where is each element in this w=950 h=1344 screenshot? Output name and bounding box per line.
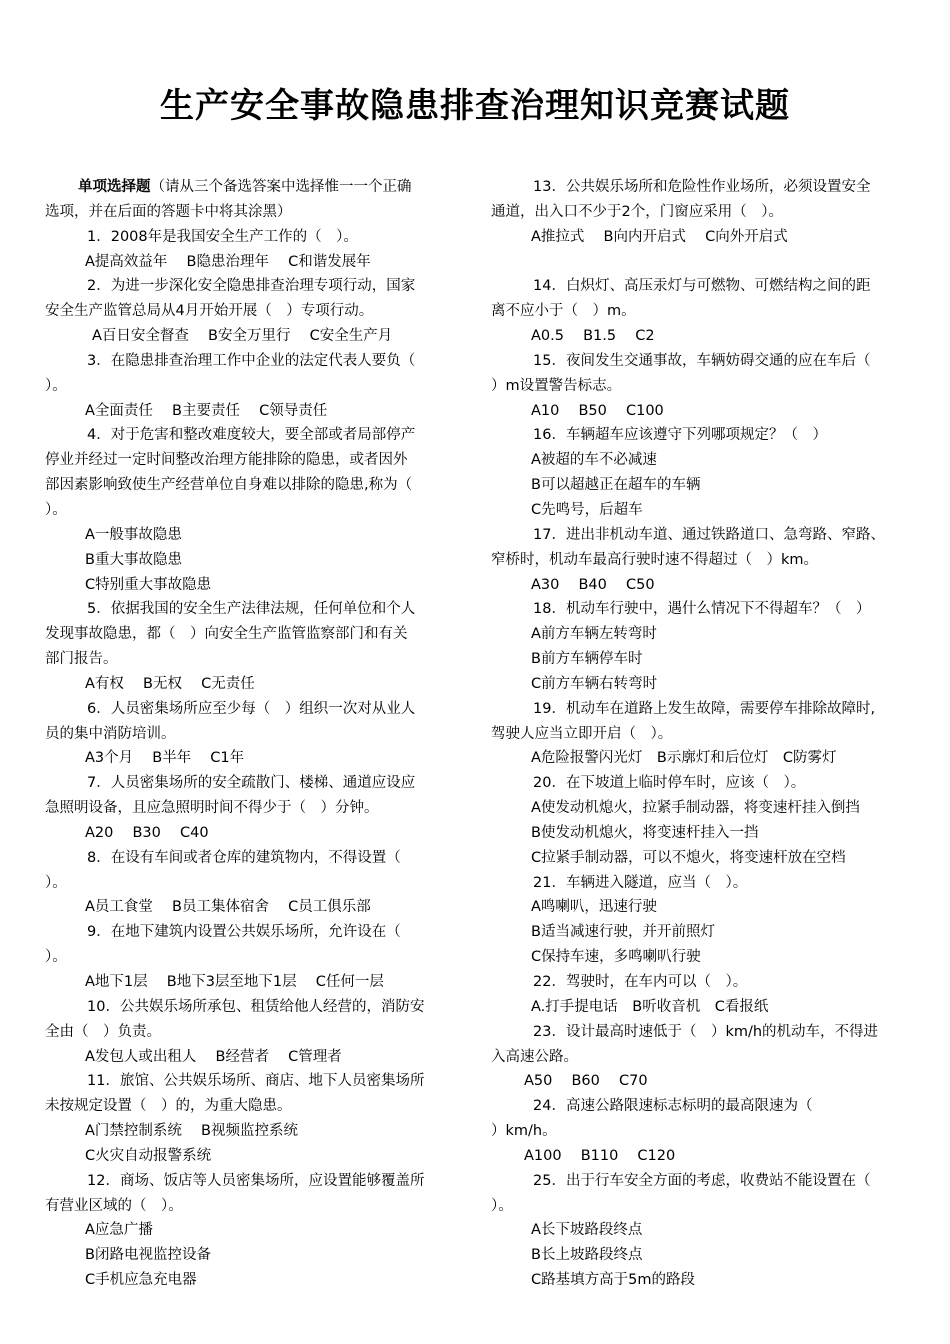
text-line: A长下坡路段终点: [531, 1222, 643, 1239]
text-line: 通道，出入口不少于2个，门窗应采用（ ）。: [491, 203, 783, 220]
text-line: A使发动机熄火，拉紧手制动器，将变速杆挂入倒挡: [531, 800, 860, 817]
text-line: ）。: [491, 1197, 513, 1214]
text-line: 17．进出非机动车道、通过铁路道口、急弯路、窄路、: [533, 526, 885, 543]
section-heading: 单项选择题: [78, 179, 151, 195]
text-line: 驾驶人应当立即开启（ ）。: [491, 725, 673, 742]
text-line: A被超的车不必减速: [531, 452, 657, 469]
text-line: ）km/h。: [491, 1123, 557, 1140]
text-line: 全由（ ）负责。: [45, 1023, 161, 1040]
text-line: 11．旅馆、公共娱乐场所、商店、地下人员密集场所: [87, 1073, 425, 1090]
text-line: A推拉式 B向内开启式 C向外开启式: [531, 228, 788, 245]
text-line: 13．公共娱乐场所和危险性作业场所，必须设置安全: [533, 179, 871, 195]
text-line: A有权 B无权 C无责任: [85, 675, 255, 692]
text-line: 1．2008年是我国安全生产工作的（ ）。: [87, 228, 358, 245]
text-line: 6．人员密集场所应至少每（ ）组织一次对从业人: [87, 700, 416, 717]
right-column: [491, 175, 909, 1293]
text-line: B使发动机熄火，将变速杆挂入一挡: [531, 824, 759, 841]
text-line: 3．在隐患排查治理工作中企业的法定代表人要负（: [87, 352, 416, 369]
text-line: ）。: [45, 874, 67, 891]
text-line: 12．商场、饭店等人员密集场所，应设置能够覆盖所: [87, 1172, 425, 1189]
text-line: 21．车辆进入隧道，应当（ ）。: [533, 874, 748, 891]
text-line: 安全生产监管总局从4月开始开展（ ）专项行动。: [45, 303, 374, 320]
text-line: 5．依据我国的安全生产法律法规，任何单位和个人: [87, 601, 416, 618]
text-line: 员的集中消防培训。: [45, 725, 176, 742]
text-line: A20 B30 C40: [85, 824, 209, 841]
text-line: [491, 250, 909, 275]
text-line: A100 B110 C120: [524, 1147, 676, 1164]
text-line: 18．机动车行驶中，遇什么情况下不得超车？（ ）: [533, 601, 871, 618]
text-line: A应急广播: [85, 1222, 153, 1239]
text-line: ）。: [45, 501, 67, 518]
text-line: 16．车辆超车应该遵守下列哪项规定？（ ）: [533, 427, 827, 444]
text-line: B长上坡路段终点: [531, 1247, 643, 1264]
text-line: 离不应小于（ ）m。: [491, 303, 636, 320]
text-line: A全面责任 B主要责任 C领导责任: [85, 402, 328, 419]
text-line: A.打手提电话 B听收音机 C看报纸: [531, 998, 769, 1015]
text-line: A10 B50 C100: [531, 402, 664, 419]
text-line: B闭路电视监控设备: [85, 1247, 211, 1264]
text-line: A百日安全督查 B安全万里行 C安全生产月: [92, 328, 393, 345]
text-line: 25．出于行车安全方面的考虑，收费站不能设置在（: [533, 1172, 871, 1189]
text-line: C特别重大事故隐患: [85, 576, 212, 593]
text-line: C先鸣号，后超车: [531, 501, 643, 518]
text-line: 22．驾驶时，在车内可以（ ）。: [533, 974, 748, 990]
text-line: A3个月 B半年 C1年: [85, 750, 245, 767]
text-line: 4．对于危害和整改难度较大，要全部或者局部停产: [87, 427, 416, 444]
text-line: C火灾自动报警系统: [85, 1147, 212, 1164]
text-line: B重大事故隐患: [85, 551, 182, 568]
page-title: 生产安全事故隐患排查治理知识竞赛试题: [160, 86, 790, 126]
text-line: 2．为进一步深化安全隐患排查治理专项行动，国家: [87, 278, 416, 295]
text-line: 停业并经过一定时间整改治理方能排除的隐患，或者因外: [45, 452, 408, 469]
text-line: 10．公共娱乐场所承包、租赁给他人经营的，消防安: [87, 998, 425, 1015]
text-line: 14．白炽灯、高压汞灯与可燃物、可燃结构之间的距: [533, 278, 871, 295]
text-line: 23．设计最高时速低于（ ）km/h的机动车，不得进: [533, 1023, 879, 1040]
text-line: 选项，并在后面的答题卡中将其涂黑）: [45, 203, 292, 220]
text-line: C保持车速，多鸣喇叭行驶: [531, 949, 701, 966]
text-line: 部因素影响致使生产经营单位自身难以排除的隐患,称为（: [45, 477, 413, 494]
text-line: 未按规定设置（ ）的，为重大隐患。: [45, 1098, 292, 1115]
text-line: 20．在下坡道上临时停车时，应该（ ）。: [533, 775, 806, 792]
text-line: ）m设置警告标志。: [491, 377, 622, 394]
text-line: 8．在设有车间或者仓库的建筑物内，不得设置（: [87, 849, 401, 866]
text-line: A一般事故隐患: [85, 526, 182, 543]
text-line: [45, 175, 463, 200]
text-line: ）。: [45, 377, 67, 394]
text-line: A0.5 B1.5 C2: [531, 328, 655, 345]
text-line: C手机应急充电器: [85, 1272, 197, 1289]
text-line: 9．在地下建筑内设置公共娱乐场所，允许设在（: [87, 924, 401, 941]
text-line: C拉紧手制动器，可以不熄火，将变速杆放在空档: [531, 849, 846, 866]
text-line: 15．夜间发生交通事故，车辆妨碍交通的应在车后（: [533, 352, 871, 369]
text-line: 有营业区域的（ ）。: [45, 1197, 183, 1214]
text-line: 24．高速公路限速标志标明的最高限速为（: [533, 1098, 813, 1115]
text-line: A50 B60 C70: [524, 1073, 648, 1090]
text-line: C前方车辆右转弯时: [531, 675, 658, 692]
text-line: A危险报警闪光灯 B示廓灯和后位灯 C防雾灯: [531, 750, 837, 767]
text-line: A提高效益年 B隐患治理年 C和谐发展年: [85, 253, 371, 270]
text-line: A鸣喇叭，迅速行驶: [531, 899, 657, 916]
text-line: C路基填方高于5m的路段: [531, 1272, 695, 1289]
text-line: A发包人或出租人 B经营者 C管理者: [85, 1048, 342, 1065]
text-line: 7．人员密集场所的安全疏散门、楼梯、通道应设应: [87, 775, 416, 792]
text-line: 发现事故隐患，都（ ）向安全生产监管监察部门和有关: [45, 626, 408, 643]
section-instruction: （请从三个备选答案中选择惟一一个正确: [150, 179, 412, 195]
text-line: 急照明设备，且应急照明时间不得少于（ ）分钟。: [45, 800, 379, 817]
text-line: A前方车辆左转弯时: [531, 626, 657, 643]
text-line: A30 B40 C50: [531, 576, 655, 593]
text-line: 入高速公路。: [491, 1048, 578, 1065]
text-line: B可以超越正在超车的车辆: [531, 477, 701, 494]
text-line: 窄桥时，机动车最高行驶时速不得超过（ ）km。: [491, 551, 819, 568]
text-line: A地下1层 B地下3层至地下1层 C任何一层: [85, 974, 384, 990]
text-line: 部门报告。: [45, 651, 118, 668]
text-line: B适当减速行驶，并开前照灯: [531, 924, 715, 941]
text-line: A门禁控制系统 B视频监控系统: [85, 1123, 298, 1140]
text-line: 19．机动车在道路上发生故障，需要停车排除故障时,: [533, 700, 876, 717]
text-line: A员工食堂 B员工集体宿舍 C员工俱乐部: [85, 899, 371, 916]
left-column: [45, 175, 463, 1293]
text-line: ）。: [45, 949, 67, 966]
text-line: B前方车辆停车时: [531, 651, 643, 668]
